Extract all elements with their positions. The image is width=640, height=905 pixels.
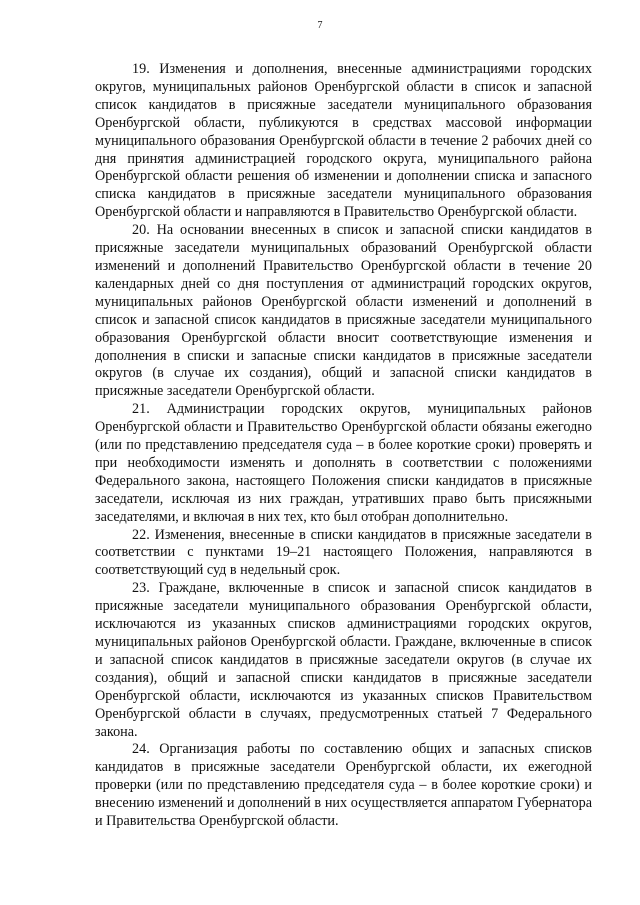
paragraph-22: 22. Изменения, внесенные в списки кандидатов в присяжные заседатели в соответствии с пунктами 19–21 настоящего Положения, направляются в соответствующий суд в недельный срок. <box>95 526 592 579</box>
paragraph-20: 20. На основании внесенных в список и запасной списки кандидатов в присяжные заседатели муниципальных образований Оренбургской области изменений и дополнений Правительство Оренбургской области в течение 20 календарных дней со дня поступления от администраций городских округов, муниципальных районов Оренбургской области изменений и дополнений в список и запасной список кандидатов в присяжные заседатели муниципального образования Оренбургской области вносит соответствующие изменения и дополнения в списки и запасные списки кандидатов в присяжные заседатели округов (в случае их создания), общий и запасной списки кандидатов в присяжные заседатели Оренбургской области. <box>95 222 592 400</box>
paragraph-19: 19. Изменения и дополнения, внесенные администрациями городских округов, муниципальных районов Оренбургской области в список и запасной список кандидатов в присяжные заседатели муниципального образования Оренбургской области, публикуются в средствах массовой информации муниципального образования Оренбургской области в течение 2 рабочих дней со дня принятия администрацией городского округа, муниципального района Оренбургской области решения об изменении и дополнении списка и запасного списка кандидатов в присяжные заседатели муниципального образования Оренбургской области и направляются в Правительство Оренбургской области. <box>95 61 592 221</box>
document-body <box>95 61 592 831</box>
paragraph-21: 21. Администрации городских округов, муниципальных районов Оренбургской области и Правительство Оренбургской области обязаны ежегодно (или по представлению председателя суда – в более короткие сроки) проверять и при необходимости изменять и дополнять в соответствии с положениями Федерального закона, настоящего Положения списки кандидатов в присяжные заседатели, исключая из них граждан, утративших право быть присяжными заседателями, и включая в них тех, кто был отобран дополнительно. <box>95 401 592 525</box>
page-number: 7 <box>317 20 323 31</box>
paragraph-23: 23. Граждане, включенные в список и запасной список кандидатов в присяжные заседатели муниципального образования Оренбургской области, исключаются из указанных списков администрациями городских округов, муниципальных районов Оренбургской области. Граждане, включенные в список и запасной список кандидатов в присяжные заседатели округов (в случае их создания), общий и запасной списки кандидатов в присяжные заседатели Оренбургской области, исключаются из указанных списков Правительством Оренбургской области в случаях, предусмотренных статьей 7 Федерального закона. <box>95 580 592 740</box>
paragraph-24: 24. Организация работы по составлению общих и запасных списков кандидатов в присяжные заседатели Оренбургской области, их ежегодной проверки (или по представлению председателя суда – в более короткие сроки) и внесению изменений и дополнений в них осуществляется аппаратом Губернатора и Правительства Оренбургской области. <box>95 741 592 830</box>
